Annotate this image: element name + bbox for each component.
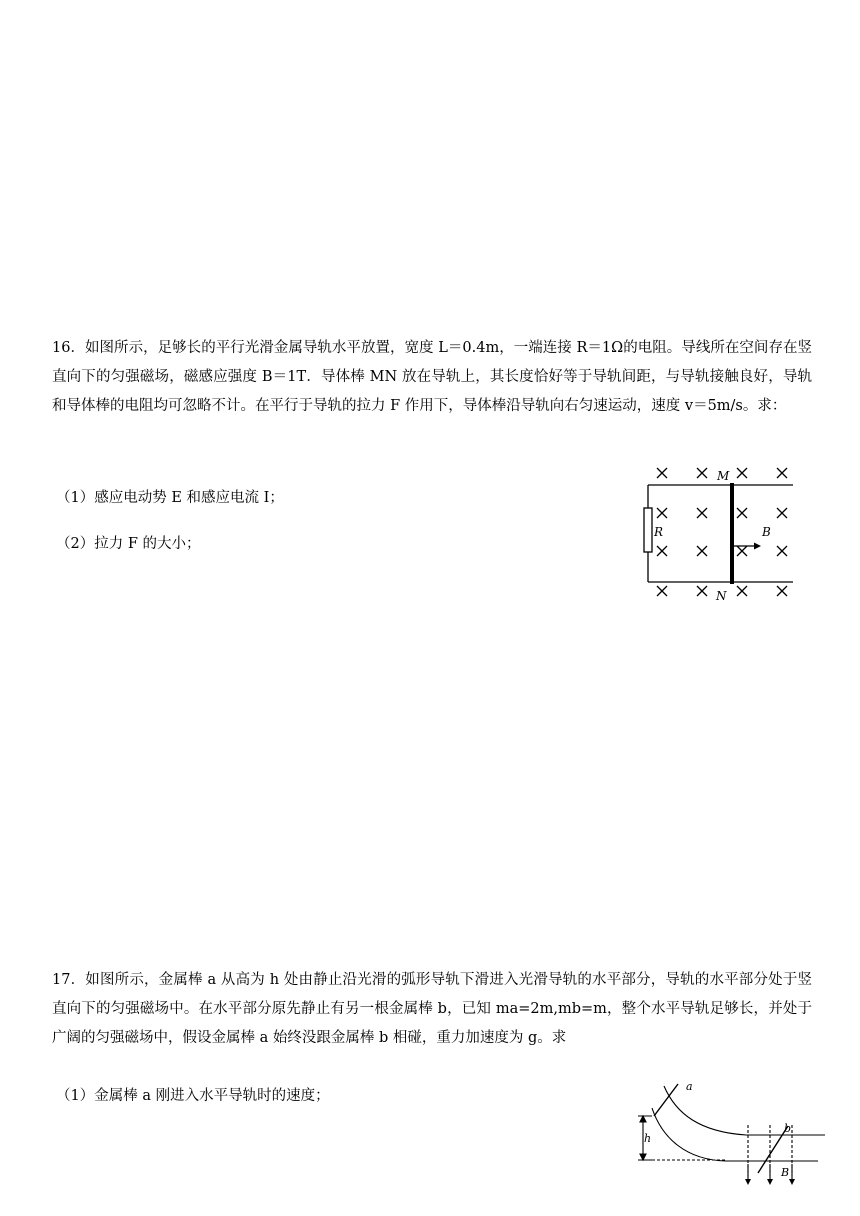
height-arrow-up (640, 1116, 646, 1122)
label-R: R (654, 525, 664, 539)
magnetic-field-cross (777, 586, 787, 596)
q16-figure-circuit (640, 462, 800, 604)
magnetic-field-cross (737, 508, 747, 518)
label-N: N (716, 589, 727, 603)
magnetic-field-cross (657, 586, 667, 596)
magnetic-field-cross (697, 586, 707, 596)
label-M: M (717, 469, 730, 483)
magnetic-field-cross (777, 546, 787, 556)
magnetic-field-cross (657, 546, 667, 556)
label-a: a (686, 1080, 693, 1093)
magnetic-field-cross (737, 546, 747, 556)
magnetic-field-cross (697, 546, 707, 556)
magnetic-field-cross (697, 468, 707, 478)
magnetic-field-cross (737, 468, 747, 478)
magnetic-field-cross (737, 586, 747, 596)
rod-a (654, 1084, 678, 1116)
label-h: h (644, 1132, 652, 1145)
magnetic-field-cross (697, 508, 707, 518)
conductor-rod (730, 483, 734, 584)
q16-part2: （2）拉力 F 的大小； (56, 536, 201, 552)
magnetic-field-cross (777, 468, 787, 478)
q17-part1: （1）金属棒 a 刚进入水平导轨时的速度； (56, 1088, 330, 1104)
magnetic-field-cross (777, 508, 787, 518)
label-b: b (784, 1122, 792, 1135)
height-arrow-down (640, 1154, 646, 1160)
resistor (644, 508, 652, 552)
q17-stem: 17．如图所示，金属棒 a 从高为 h 处由静止沿光滑的弧形导轨下滑进入光滑导轨的水平部分，导轨的水平部分处于竖直向下的匀强磁场中。在水平部分原先静止有另一根金属棒 b，已知 ma=2m,mb=m，整个水平导轨足够长，并处于广阔的匀强磁场中，假设金属棒 a 始终没跟金属棒 b 相碰，重力加速度为 g。求 (52, 972, 812, 1046)
arrow-head (754, 543, 761, 550)
label-B: B (762, 525, 771, 539)
upper-arc-rail (664, 1086, 825, 1135)
q17-figure-rails (630, 1078, 830, 1188)
magnetic-field-cross (657, 508, 667, 518)
q16-part1: （1）感应电动势 E 和感应电流 I； (56, 490, 284, 506)
magnetic-field-cross (657, 468, 667, 478)
label-B: B (781, 1166, 790, 1179)
q16-stem: 16．如图所示，足够长的平行光滑金属导轨水平放置，宽度 L＝0.4m，一端连接 R＝1Ω的电阻。导线所在空间存在竖直向下的匀强磁场，磁感应强度 B＝1T．导体棒 MN 放在导轨上，其长度恰好等于导轨间距，与导轨接触良好，导轨和导体棒的电阻均可忽略不计。在平行于导轨的拉力 F 作用下，导体棒沿导轨向右匀速运动，速度 v＝5m/s。求： (52, 340, 812, 414)
